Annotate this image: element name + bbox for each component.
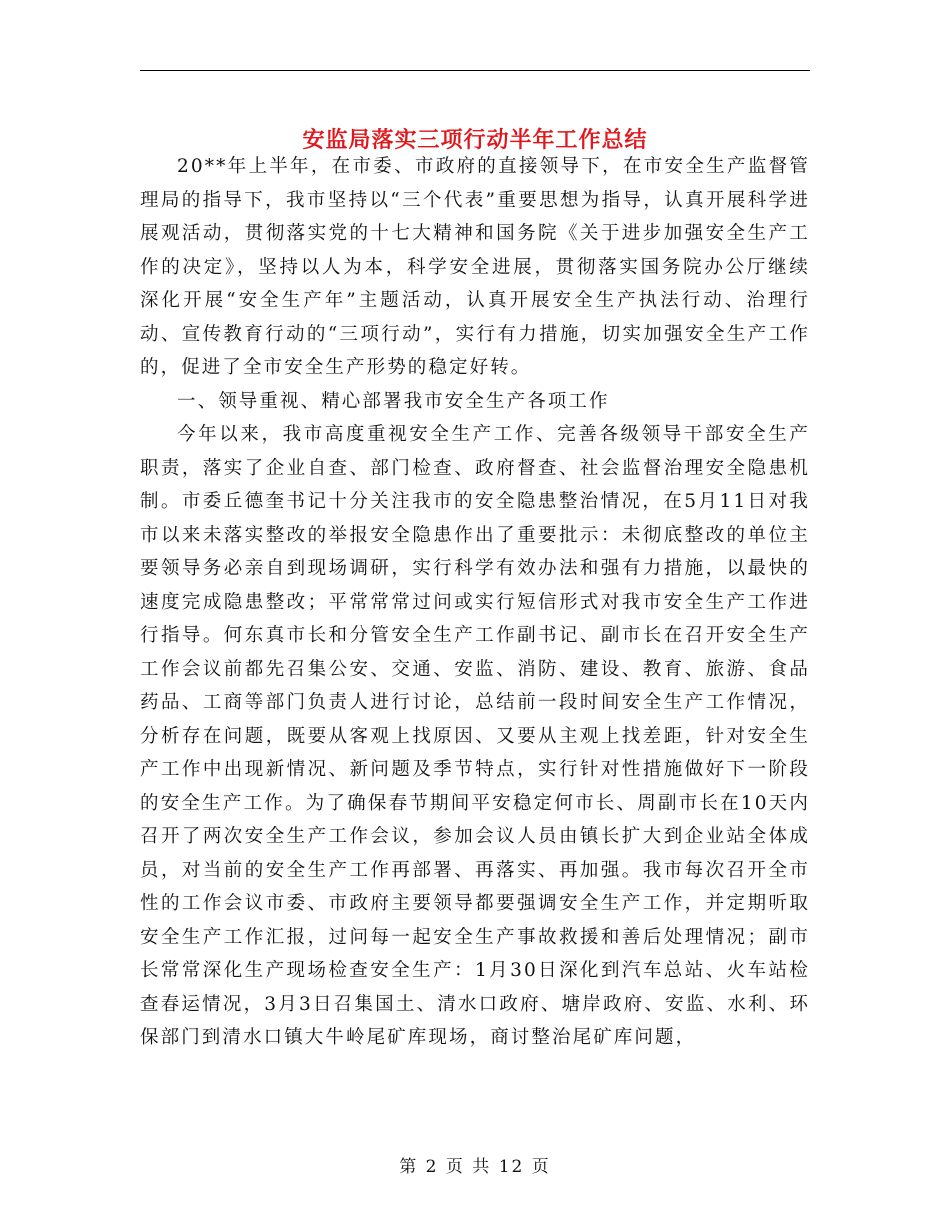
header-rule bbox=[140, 70, 810, 71]
document-body bbox=[140, 150, 810, 1055]
document-title: 安监局落实三项行动半年工作总结 bbox=[302, 127, 648, 153]
page-footer bbox=[0, 1152, 950, 1177]
paragraph-section-one: 今年以来，我市高度重视安全生产工作、完善各级领导干部安全生产职责，落实了企业自查、部门检查、政府督查、社会监督治理安全隐患机制。市委丘德奎书记十分关注我市的安全隐患整治情况，在5月11日对我市以来未落实整改的举报安全隐患作出了重要批示：未彻底整改的单位主要领导务必亲自到现场调研，实行科学有效办法和强有力措施，以最快的速度完成隐患整改；平常常常过问或实行短信形式对我市安全生产工作进行指导。何东真市长和分管安全生产工作副书记、副市长在召开安全生产工作会议前都先召集公安、交通、安监、消防、建设、教育、旅游、食品药品、工商等部门负责人进行讨论，总结前一段时间安全生产工作情况，分析存在问题，既要从客观上找原因、又要从主观上找差距，针对安全生产工作中出现新情况、新问题及季节特点，实行针对性措施做好下一阶段的安全生产工作。为了确保春节期间平安稳定何市长、周副市长在10天内召开了两次安全生产工作会议，参加会议人员由镇长扩大到企业站全体成员，对当前的安全生产工作再部署、再落实、再加强。我市每次召开全市性的工作会议市委、市政府主要领导都要强调安全生产工作，并定期听取安全生产工作汇报，过问每一起安全生产事故救援和善后处理情况；副市长常常深化生产现场检查安全生产：1月30日深化到汽车总站、火车站检查春运情况，3月3日召集国土、清水口政府、塘岸政府、安监、水利、环保部门到清水口镇大牛岭尾矿库现场，商讨整治尾矿库问题， bbox=[140, 424, 810, 1048]
section-heading: 一、领导重视、精心部署我市安全生产各项工作 bbox=[177, 390, 610, 412]
paragraph-intro: 20**年上半年，在市委、市政府的直接领导下，在市安全生产监督管理局的指导下，我市坚持以“三个代表”重要思想为指导，认真开展科学进展观活动，贯彻落实党的十七大精神和国务院《关于进步加强安全生产工作的决定》，坚持以人为本，科学安全进展，贯彻落实国务院办公厅继续深化开展“安全生产年”主题活动，认真开展安全生产执法行动、治理行动、宣传教育行动的“三项行动”，实行有力措施，切实加强安全生产工作的，促进了全市安全生产形势的稳定好转。 bbox=[140, 156, 810, 378]
page-number: 第 2 页 共 12 页 bbox=[399, 1157, 551, 1177]
